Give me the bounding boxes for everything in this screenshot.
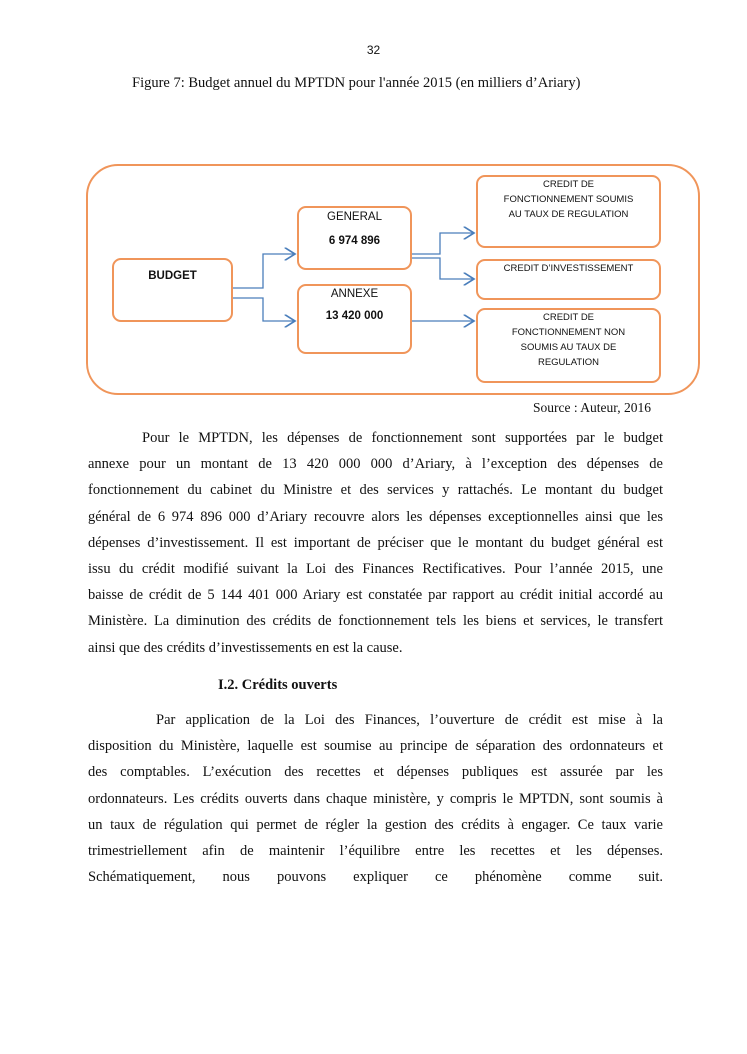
page-number: 32: [366, 43, 381, 57]
arrow-budget-annexe: [232, 298, 295, 321]
credit-non-soumis-label: CREDIT DE FONCTIONNEMENT NON SOUMIS AU TAUX DE REGULATION: [511, 312, 626, 368]
text-line: trimestriellement afin de maintenir l’équilibre entre les recettes et les dépenses.: [88, 843, 663, 859]
text-line: annexe pour un montant de 13 420 000 000 d’Ariary, à l’exception des dépenses de: [88, 456, 663, 473]
arrow-general-soumis: [411, 233, 474, 254]
text-line: des comptables. L’exécution des recettes et dépenses publiques est assurée par les: [88, 764, 663, 781]
annexe-box: [297, 284, 412, 354]
text-line: disposition du Ministère, laquelle est soumise au principe de séparation des ordonnateurs et: [88, 738, 663, 755]
text-line: Pour le MPTDN, les dépenses de fonctionnement sont supportées par le budget: [142, 430, 663, 446]
text-line: fonctionnement du cabinet du Ministre et des services y rattachés. Le montant du budget: [88, 482, 663, 499]
budget-box: [112, 258, 233, 322]
text-line: Schématiquement, nous pouvons expliquer ce phénomène comme suit.: [88, 869, 663, 886]
budget-label: BUDGET: [148, 270, 197, 282]
arrow-budget-general: [232, 254, 295, 288]
text-line: dépenses d’investissement. Il est important de préciser que le montant du budget général est: [88, 534, 663, 551]
credit-invest-box: [476, 259, 661, 300]
text-line: ainsi que des crédits d’investissements en est la cause.: [88, 639, 403, 656]
general-box: [297, 206, 412, 270]
arrow-general-invest: [411, 258, 474, 279]
general-label: GENERAL: [327, 211, 382, 223]
credit-invest-label: CREDIT D’INVESTISSEMENT: [503, 263, 634, 274]
text-line: Ministère. La diminution des crédits de fonctionnement tels les biens et services, le transfert: [88, 613, 663, 630]
text-line: général de 6 974 896 000 d’Ariary recouvre alors les dépenses exceptionnelles ainsi que les: [88, 508, 663, 525]
figure-source: Source : Auteur, 2016: [533, 400, 651, 415]
credit-soumis-box: [476, 175, 661, 248]
text-line: issu du crédit modifié suivant la Loi des Finances Rectificatives. Pour l’année 2015, une: [88, 561, 663, 577]
text-line: ordonnateurs. Les crédits ouverts dans chaque ministère, y compris le MPTDN, sont soumis à: [88, 790, 663, 807]
text-line: baisse de crédit de 5 144 401 000 Ariary est constatée par rapport au crédit initial accordé au: [88, 587, 663, 604]
credit-non-soumis-box: [476, 308, 661, 383]
figure-caption: Figure 7: Budget annuel du MPTDN pour l'année 2015 (en milliers d’Ariary): [132, 75, 581, 91]
section-heading: I.2. Crédits ouverts: [218, 677, 338, 693]
annexe-value: 13 420 000: [325, 310, 384, 322]
text-line: Par application de la Loi des Finances, l’ouverture de crédit est mise à la: [156, 712, 663, 728]
text-line: un taux de régulation qui permet de régler la gestion des crédits à engager. Ce taux varie: [88, 816, 663, 833]
annexe-label: ANNEXE: [330, 288, 379, 300]
general-value: 6 974 896: [328, 235, 381, 247]
credit-soumis-label: CREDIT DE FONCTIONNEMENT SOUMIS AU TAUX DE REGULATION: [503, 179, 634, 220]
